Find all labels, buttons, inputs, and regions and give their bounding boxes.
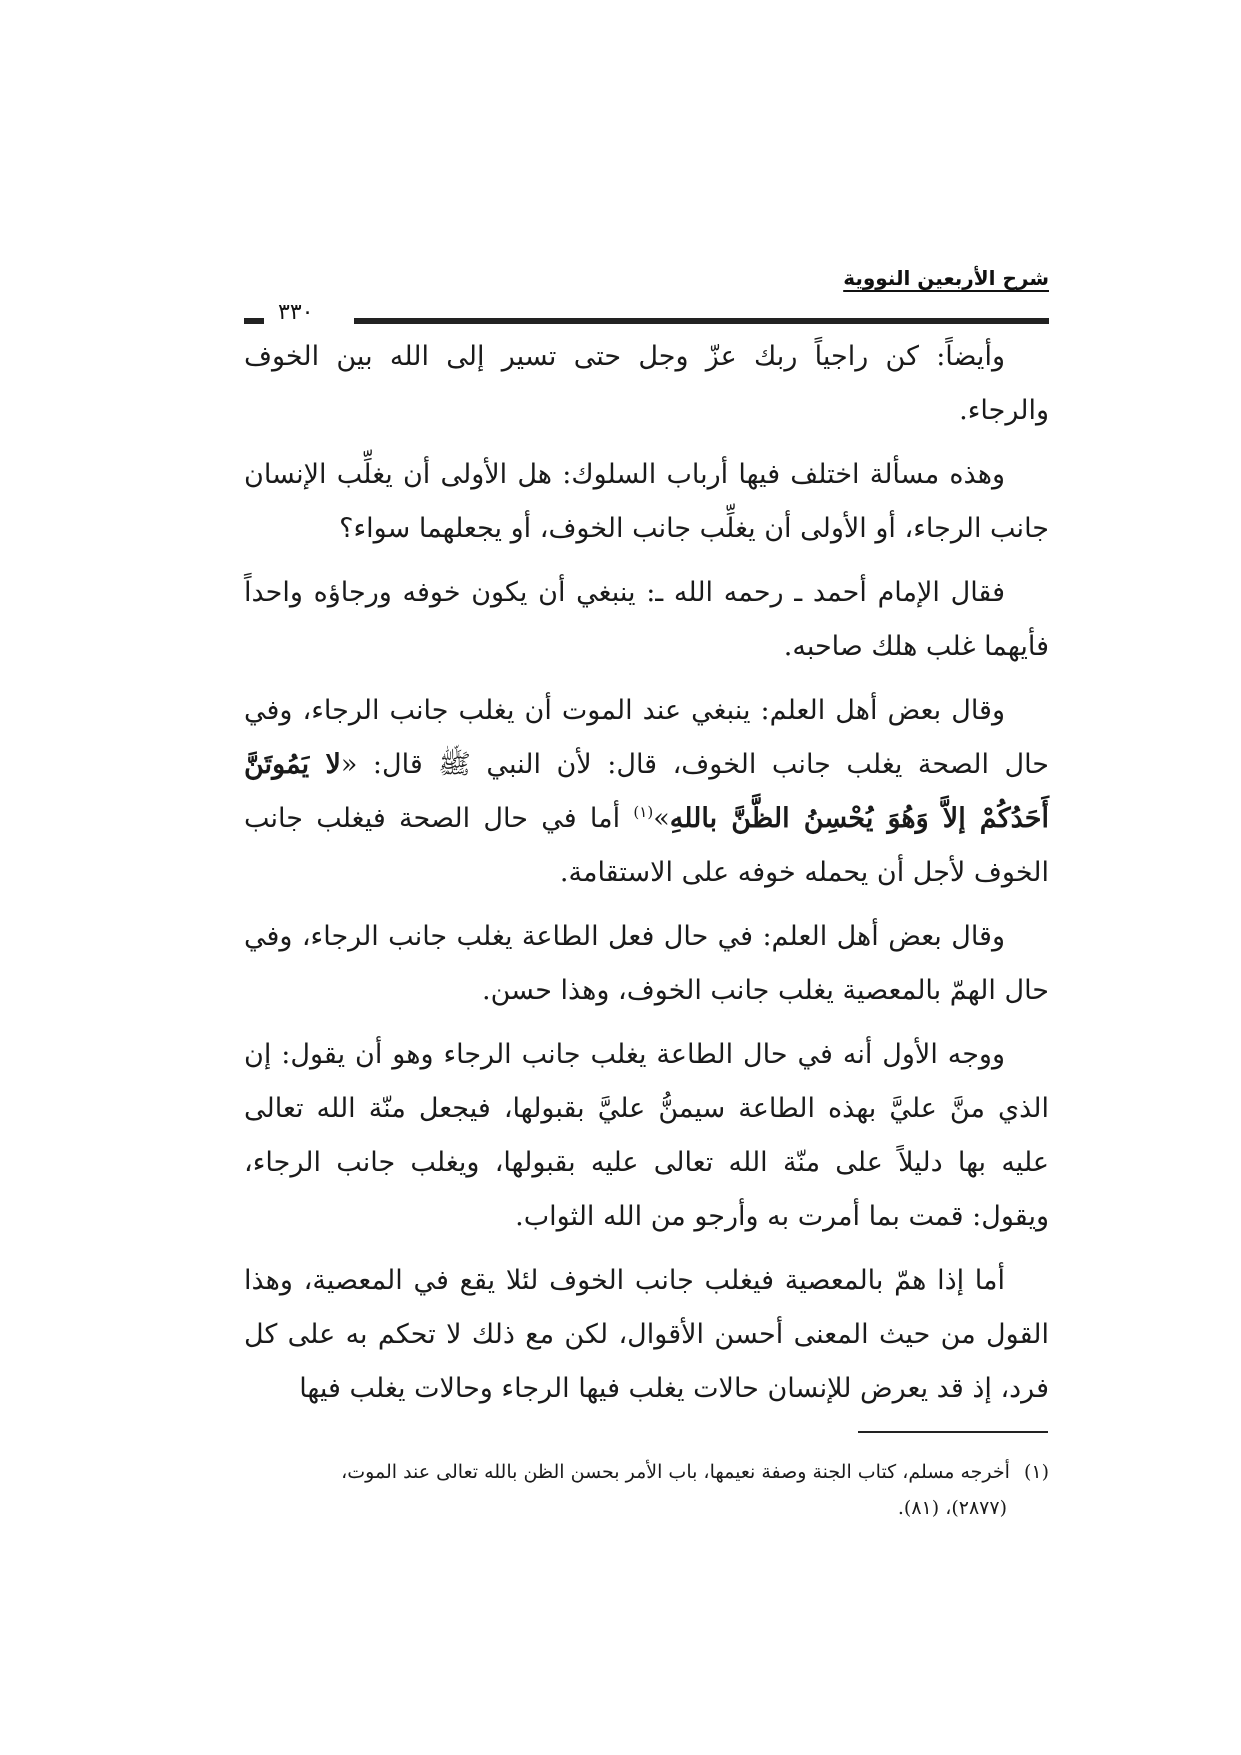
footnote-reference: (١) <box>633 803 654 821</box>
footnote-number: (١) <box>1023 1461 1049 1483</box>
running-header <box>244 266 1049 326</box>
hadith-quote: لا يَمُوتَنَّ أَحَدُكُمْ إلاَّ وَهُوَ يُحْسِنُ الظَّنَّ باللهِ <box>244 749 1049 834</box>
quote-close: » <box>653 803 670 834</box>
paragraph-6: ووجه الأول أنه في حال الطاعة يغلب جانب الرجاء وهو أن يقول: إن الذي منَّ عليَّ بهذه الطاعة سيمنُّ عليَّ بقبولها، فيجعل منّة الله تعالى عليه بها دليلاً على منّة الله تعالى عليه بقبولها، ويغلب جانب الرجاء، ويقول: قمت بما أمرت به وأرجو من الله الثواب. <box>244 1039 1049 1232</box>
paragraph-4-intro: وقال بعض أهل العلم: ينبغي عند الموت أن يغلب جانب الرجاء، وفي حال الصحة يغلب جانب الخوف، قال: لأن النبي ﷺ قال: « <box>244 695 1049 780</box>
paragraph-3: فقال الإمام أحمد ـ رحمه الله ـ: ينبغي أن يكون خوفه ورجاؤه واحداً فأيهما غلب هلك صاحبه. <box>244 577 1049 662</box>
running-title: شرح الأربعين النووية <box>843 266 1049 290</box>
footnote-continuation: (٢٨٧٧)، (٨١). <box>897 1497 1007 1519</box>
body-text <box>244 330 1049 1426</box>
footnote-text: أخرجه مسلم، كتاب الجنة وصفة نعيمها، باب الأمر بحسن الظن بالله تعالى عند الموت، <box>341 1461 1010 1483</box>
footnote-separator <box>858 1431 1048 1433</box>
paragraph-1: وأيضاً: كن راجياً ربك عزّ وجل حتى تسير إلى الله بين الخوف والرجاء. <box>244 341 1049 426</box>
footnote <box>244 1454 1049 1526</box>
paragraph-4 <box>244 684 1049 900</box>
header-mark <box>244 318 264 324</box>
header-rule <box>354 318 1049 324</box>
page-number: ٣٣٠ <box>278 300 314 325</box>
paragraph-7: أما إذا همّ بالمعصية فيغلب جانب الخوف لئلا يقع في المعصية، وهذا القول من حيث المعنى أحسن الأقوال، لكن مع ذلك لا تحكم به على كل فرد، إذ قد يعرض للإنسان حالات يغلب فيها الرجاء وحالات يغلب فيها <box>244 1265 1049 1404</box>
paragraph-2: وهذه مسألة اختلف فيها أرباب السلوك: هل الأولى أن يغلِّب الإنسان جانب الرجاء، أو الأولى أن يغلِّب جانب الخوف، أو يجعلهما سواء؟ <box>244 459 1049 544</box>
paragraph-5: وقال بعض أهل العلم: في حال فعل الطاعة يغلب جانب الرجاء، وفي حال الهمّ بالمعصية يغلب جانب الخوف، وهذا حسن. <box>244 921 1049 1006</box>
paragraph-4-rest: أما في حال الصحة فيغلب جانب الخوف لأجل أن يحمله خوفه على الاستقامة. <box>244 803 1049 888</box>
